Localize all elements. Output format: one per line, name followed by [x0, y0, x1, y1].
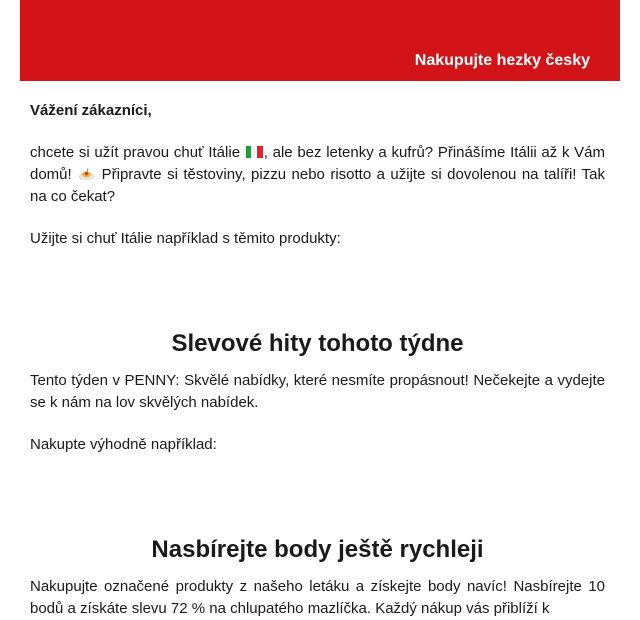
italian-flag-icon	[246, 146, 263, 158]
italy-products-text: Užijte si chuť Itálie například s těmito produkty:	[30, 230, 341, 247]
sale-section-title: Slevové hity tohoto týdne	[171, 330, 464, 357]
points-section-title: Nasbírejte body ještě rychleji	[151, 536, 484, 563]
pasta-plate-icon	[79, 167, 94, 180]
sale-buy-example-text: Nakupte výhodně například:	[30, 436, 217, 453]
sale-section-text: Tento týden v PENNY: Skvělé nabídky, které nesmíte propásnout! Nečekejte a vydejte se k nám na lov skvělých nabídek.	[30, 372, 605, 411]
header-tagline: Nakupujte hezky česky	[414, 52, 590, 69]
email-body	[30, 100, 605, 620]
greeting: Vážení zákazníci,	[30, 102, 152, 119]
intro-text-3: Připravte si těstoviny, pizzu nebo risotto a užijte si dovolenou na talíři! Tak na co čekat?	[30, 166, 605, 205]
points-section-text: Nakupujte označené produkty z našeho letáku a získejte body navíc! Nasbírejte 10 bodů a získáte slevu 72 % na chlupatého mazlíčka. Každý nákup vás přiblíží k	[30, 578, 605, 617]
intro-text-1: chcete si užít pravou chuť Itálie	[30, 144, 241, 161]
intro-paragraph	[30, 142, 605, 208]
intro-text-2: , ale bez letenky a kufrů? Přinášíme Itálii až k Vám domů!	[30, 144, 606, 183]
email-header-banner	[20, 0, 620, 81]
